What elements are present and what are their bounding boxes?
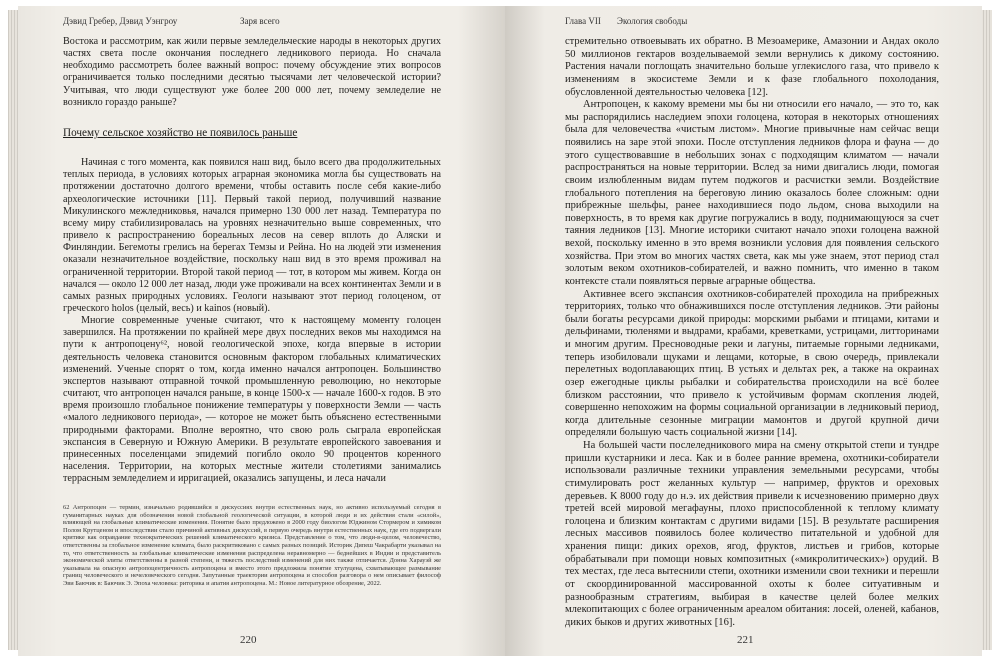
- page-number-left: 220: [240, 634, 257, 646]
- body-paragraph: стремительно отвоевывать их обратно. В Мезоамерике, Амазонии и Андах около 50 миллионов гектаров возделываемой земли вернулись к дикому состоянию. Растения начали поглощать значительно больше углекислого газа, что привело к изменениям в экосистеме Земли и к фазе глобального похолодания, обусловленной деятельностью человека [12].: [565, 36, 939, 98]
- running-header-chapter: Глава VII: [565, 16, 601, 26]
- running-header-title: Заря всего: [240, 16, 280, 26]
- running-header-title: Экология свободы: [617, 16, 688, 26]
- body-paragraph: Антропоцен, к какому времени мы бы ни относили его начало, — это то, как мы распорядились наследием эпохи голоцена, которая в некоторых отношениях была для человечества «чистым листом». Многие привычные нам сейчас вещи появились на заре этой эпохи. После отступления ледников флора и фауна — до этого существовавшие в небольших зонах с подходящим климатом — начали распространяться на новые территории. Вслед за ними двигались люди, помогая своим излюбленным видам путем поджогов и расчистки земли. Воздействие глобального потепления на береговую линию оказалось более сложным: одни прибрежные шельфы, ранее находившиеся подо льдом, снова выходили на поверхность, в то время как другие погружались в воду, поднимающуюся за счет таяния ледников [13]. Многие историки считают начало эпохи голоцена важной вехой, поскольку именно в это время возникли условия для появления сельского хозяйства. При этом во многих частях света, как мы уже знаем, этот период стал золотым веком охотников-собирателей, и важно помнить, что именно в таком контексте стали появляться первые аграрные общества.: [565, 99, 939, 287]
- left-text-column: [63, 36, 441, 485]
- running-header-author: Дэвид Гребер, Дэвид Уэнгроу: [63, 16, 178, 26]
- body-paragraph: Многие современные ученые считают, что к настоящему моменту голоцен завершился. На протяжении по крайней мере двух последних веков мы находимся на пути к антропоцену⁶², новой геологической эпохе, когда впервые в истории деятельность человека становится основным фактором глобальных климатических изменений. Ученые спорят о том, когда именно начался антропоцен. Большинство экспертов называют отправной точкой промышленную революцию, но некоторые считают, что антропоцен начался раньше, в конце 1500-х — начале 1600-х годов. В это время произошло глобальное понижение температуры у поверхности Земли — часть «малого ледникового периода», — которое не может быть объяснено естественными природными факторами. Вполне вероятно, что свою роль сыграла европейская экспансия в Северную и Южную Америки. В результате европейского завоевания и принесенных поселенцами эпидемий погибло около 90 процентов коренного населения. Территории, на которых местные жители столетиями занимались террасным земледелием и ирригацией, оказались запущены, и леса начали: [63, 315, 441, 485]
- open-book: [8, 6, 992, 656]
- footnote-text: 62 Антропоцен — термин, изначально родившийся в дискуссиях внутри естественных наук, но активно используемый сегодня в гуманитарных науках для обозначения новой глобальной геологической ситуации, в которой люди и их действия стали «силой», влияющей на глобальные климатические изменения. Понятие было предложено в 2000 году биологом Юджином Стормером и химиком Полом Крутценом и впоследствии стало причиной активных дискуссий, в первую очередь внутри естественных наук, где его подвергали критике как оправдание технократических решений климатического кризиса. Представление о том, что люди-в-целом, человечество, ответственны за глобальное изменение климата, было раскритиковано с самых разных позиций. Историк Дипеш Чакрабарти указывал на то, что ответственность за глобальные климатические изменения распределена неравномерно — беднейших в Индии и представитель экономической элиты ответственны в разной степени, и тяжесть последствий изменений для них также отличается. Донна Харауэй же указывала на опасную антропоцентричность антропоцена и вместо этого предложила понятие хтулуцена, схватывающее размывание границ человеческого и нечеловеческого сегодня. Запутанные траектории антропоцена и способов разговора о нем описывает философ Эви Баючик в: Баючик Э. Эпоха человека: риторика и апатия антропоцена. М.: Новое литературное обозрение, 2022.: [63, 504, 441, 587]
- right-text-column: [565, 36, 939, 629]
- right-page: [505, 6, 982, 656]
- page-number-right: 221: [737, 634, 754, 646]
- intro-paragraph: Востока и рассмотрим, как жили первые земледельческие народы в некоторых других частях света после окончания последнего ледникового периода. Но сначала необходимо рассмотреть более важный вопрос: почему обсуждение этих вопросов ограничивается только последними десятью тысячами лет человеческой истории? Учитывая, что люди существуют уже более 200 000 лет, почему земледелие не возникло гораздо раньше?: [63, 36, 441, 108]
- body-paragraph: На большей части послеледникового мира на смену открытой степи и тундре пришли кустарники и леса. Как и в более ранние времена, охотники-собиратели использовали различные техники управления земельными ресурсами, чтобы стимулировать рост желанных культур — например, фруктов и ореховых деревьев. К 8000 году до н.э. их действия привели к исчезновению примерно двух третей всей мировой мегафауны, плохо приспособленной к теплому климату голоцена и близким контактам с другими видами [15]. В результате расширения лесных массивов появилось более количество питательной и удобной для хранения пищи: диких орехов, ягод, фруктов, листьев и грибов, которые обрабатывали при помощи новых композитных («микролитических») орудий. В тех местах, где леса вытеснили степи, охотники изменили свои техники и перешли от скоординированной массированной охоты к более ситуативным и разнообразным стратегиям, выбирая в качестве целей более мелких млекопитающих с более ограниченным ареалом обитания: лосей, оленей, кабанов, диких быков и других животных [16].: [565, 440, 939, 628]
- body-paragraph: Активнее всего экспансия охотников-собирателей проходила на прибрежных территориях, только что обнажившихся после отступления ледников. Эти районы были богаты ресурсами дикой природы: морскими рыбами и птицами, китами и дельфинами, тюленями и выдрами, крабами, креветками, устрицами, литторинами и многим другим. Пресноводные реки и лагуны, питаемые горными ледниками, теперь изобиловали щуками и лещами, которые, в свою очередь, привлекали перелетных водоплавающих птиц. В устьях и дельтах рек, а также на окраинах озер ежегодные циклы рыбалки и собирательства происходили на всё более близком расстоянии, что привело к устойчивым формам скопления людей, совершенно непохожим на формы социальной организации в ледниковый период, когда длительные сезонные миграции мамонтов и другой крупной дичи определяли большую часть социальной жизни [14].: [565, 288, 939, 439]
- section-heading: Почему сельское хозяйство не появилось раньше: [63, 126, 298, 139]
- body-paragraph: Начиная с того момента, как появился наш вид, было всего два продолжительных теплых периода, в условиях которых аграрная экономика могла бы существовать на протяжении достаточно долгого времени, чтобы оставить после себя какие-либо археологические источники [11]. Первый такой период, получивший название Микулинского межледниковья, начался примерно 130 000 лет назад. Температура по всему миру стабилизировалась на уровнях незначительно выше современных, что привело к распространению бореальных лесов на север вплоть до Аляски и Финляндии. Бегемоты грелись на берегах Темзы и Рейна. Но на людей эти изменения оказали незначительное воздействие, поскольку наш вид в это время проживал на ограниченной территории. Второй такой период — тот, в котором мы живем. Когда он начался — около 12 000 лет назад, люди уже проживали на всех континентах Земли и в самых разных природных условиях. Геологи называют этот период голоценом, от греческого holos (целый, весь) и kainos (новый).: [63, 157, 441, 314]
- left-page: [18, 6, 505, 656]
- footnote: [63, 504, 441, 588]
